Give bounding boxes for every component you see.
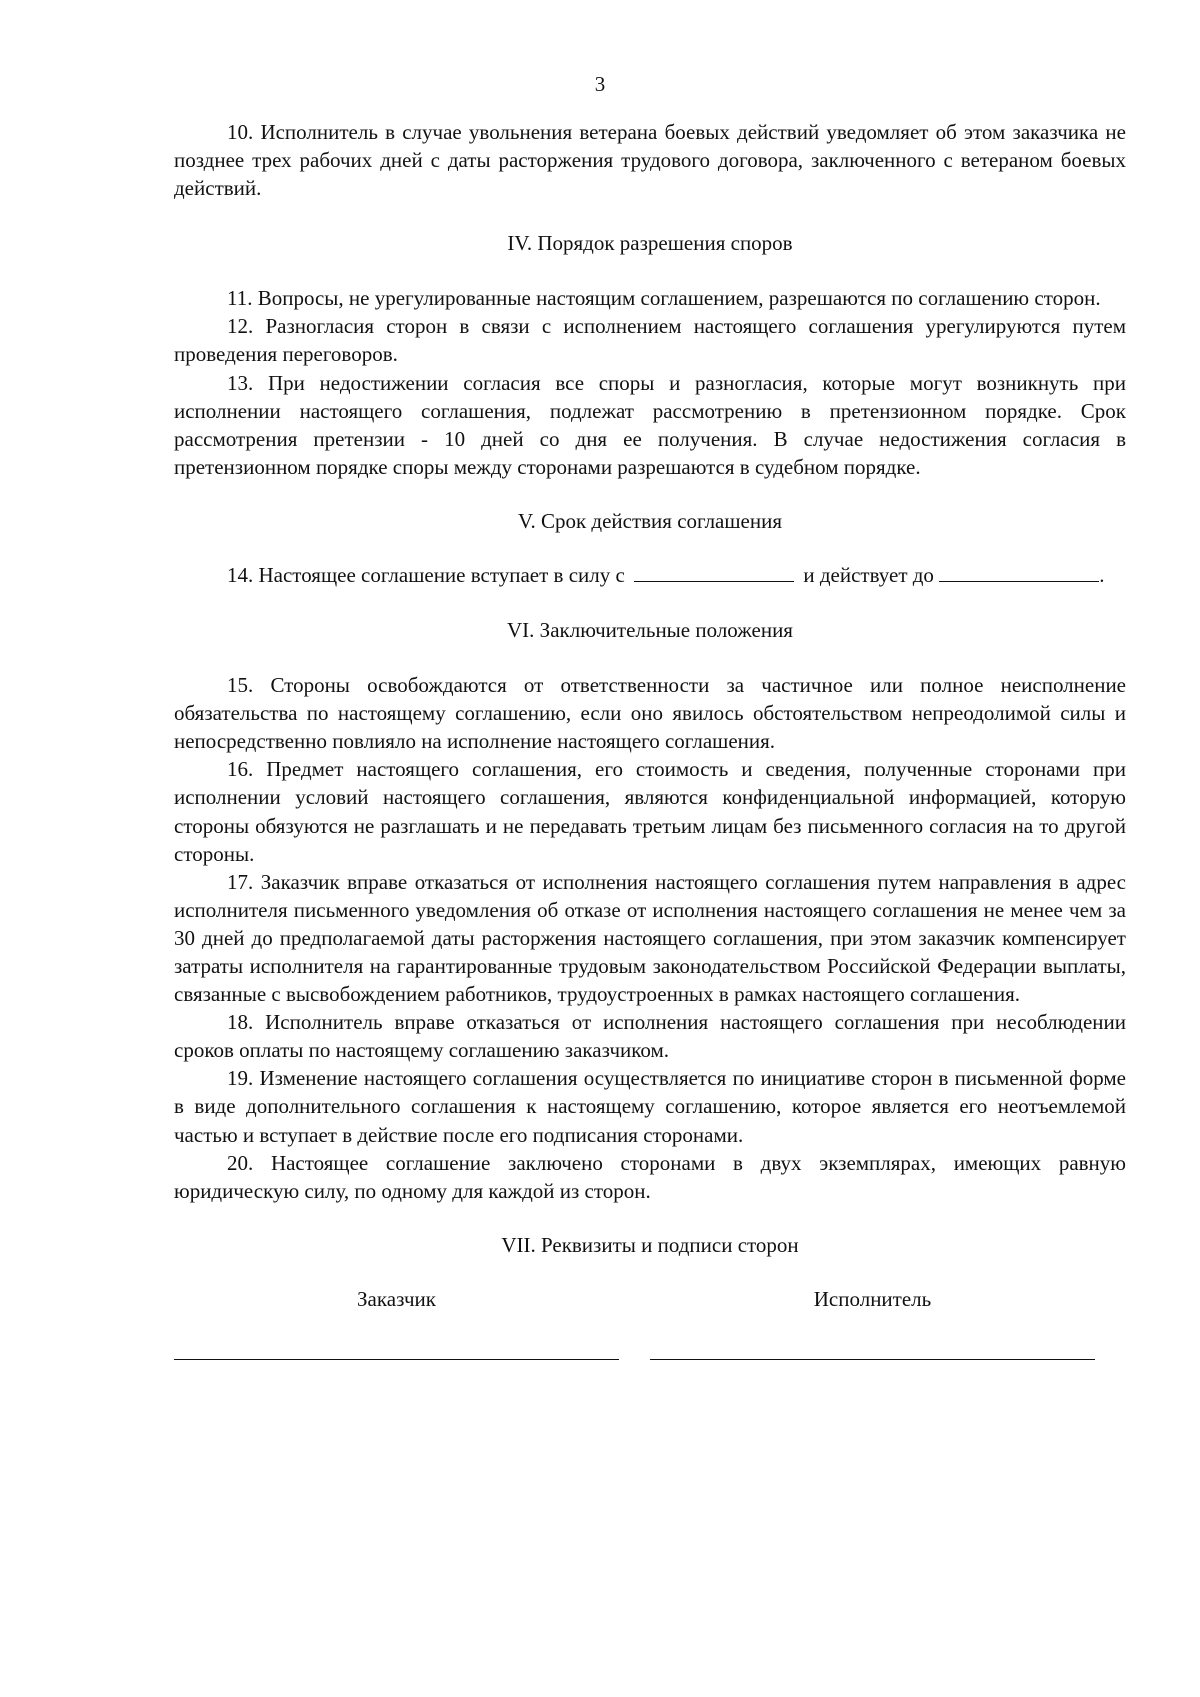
paragraph-12: 12. Разногласия сторон в связи с исполнением настоящего соглашения урегулируются путем проведения переговоров.	[174, 314, 1126, 367]
customer-signature-line	[174, 1359, 619, 1360]
paragraph-15: 15. Стороны освобождаются от ответственности за частичное или полное неисполнение обязательства по настоящему соглашению, если оно явилось обстоятельством непреодолимой силы и непосредственно повлияло на исполнение настоящего соглашения.	[174, 673, 1126, 754]
paragraph-20: 20. Настоящее соглашение заключено сторонами в двух экземплярах, имеющих равную юридическую силу, по одному для каждой из сторон.	[174, 1150, 1126, 1203]
paragraph-17: 17. Заказчик вправе отказаться от исполнения настоящего соглашения путем направления в адрес исполнителя письменного уведомления об отказе от исполнения настоящего соглашения не менее чем за 30 дней до предполагаемой даты расторжения настоящего соглашения, при этом заказчик компенсирует затраты исполнителя на гарантированные трудовым законодательством Российской Федерации выплаты, связанные с высвобождением работников, трудоустроенных в рамках настоящего соглашения.	[174, 869, 1126, 1007]
document-body	[174, 118, 1126, 1395]
contractor-signature-line	[650, 1359, 1095, 1360]
end-date-blank	[939, 580, 1099, 582]
start-date-blank	[634, 580, 794, 582]
contractor-signature	[650, 1285, 1095, 1313]
paragraph-19: 19. Изменение настоящего соглашения осуществляется по инициативе сторон в письменной форме в виде дополнительного соглашения к настоящему соглашению, которое является его неотъемлемой частью и вступает в действие после его подписания сторонами.	[174, 1066, 1126, 1147]
paragraph-16: 16. Предмет настоящего соглашения, его стоимость и сведения, полученные сторонами при исполнении условий настоящего соглашения, являются конфиденциальной информацией, которую стороны обязуются не разглашать и не передавать третьим лицам без письменного согласия на то другой стороны.	[174, 757, 1126, 866]
paragraph-14-middle: и действует до	[803, 562, 934, 587]
paragraph-11: 11. Вопросы, не урегулированные настоящим соглашением, разрешаются по соглашению сторон.	[227, 286, 1101, 311]
paragraph-18: 18. Исполнитель вправе отказаться от исполнения настоящего соглашения при несоблюдении сроков оплаты по настоящему соглашению заказчиком.	[174, 1010, 1126, 1063]
signature-block	[174, 1285, 1126, 1395]
paragraph-14-start: 14. Настоящее соглашение вступает в силу с	[227, 562, 625, 587]
section-heading-7: VII. Реквизиты и подписи сторон	[501, 1232, 799, 1257]
contractor-label: Исполнитель	[813, 1286, 932, 1311]
paragraph-13: 13. При недостижении согласия все споры и разногласия, которые могут возникнуть при исполнении настоящего соглашения, подлежат рассмотрению в претензионном порядке. Срок рассмотрения претензии - 10 дней со дня ее получения. В случае недостижения согласия в претензионном порядке споры между сторонами разрешаются в судебном порядке.	[174, 370, 1126, 479]
section-heading-4: IV. Порядок разрешения споров	[507, 231, 793, 256]
paragraph-14	[174, 561, 1126, 589]
section-heading-6: VI. Заключительные положения	[507, 618, 793, 643]
page-number: 3	[594, 72, 606, 96]
section-heading-5: V. Срок действия соглашения	[517, 508, 783, 533]
paragraph-10: 10. Исполнитель в случае увольнения ветерана боевых действий уведомляет об этом заказчика не позднее трех рабочих дней с даты расторжения трудового договора, заключенного с ветераном боевых действий.	[174, 120, 1126, 201]
customer-signature	[174, 1285, 619, 1313]
paragraph-14-end: .	[1099, 562, 1105, 587]
customer-label: Заказчик	[357, 1286, 436, 1311]
